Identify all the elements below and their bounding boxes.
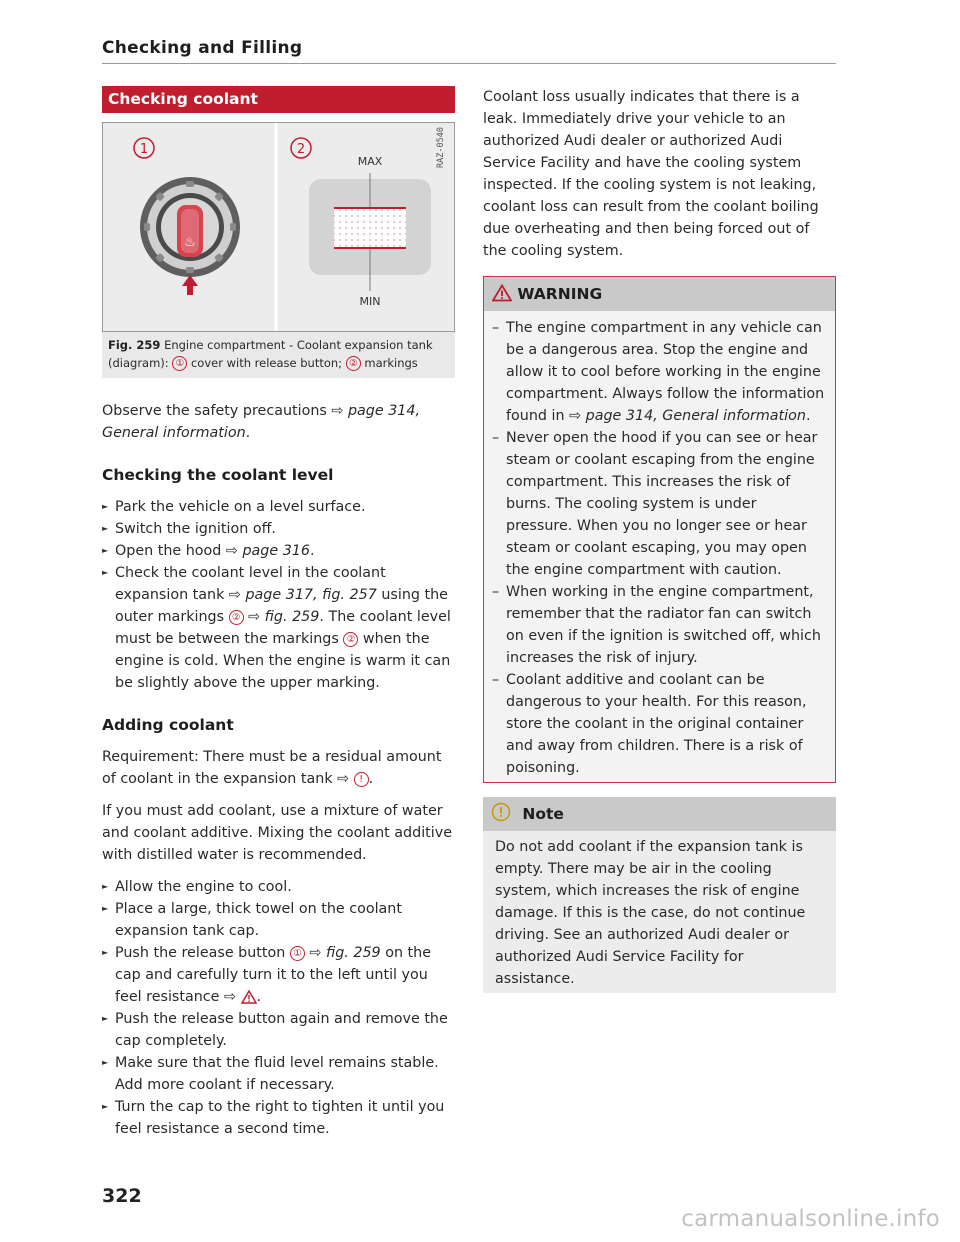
figure-caption-text: Engine compartment - Coolant expansion tank (diagram):: [108, 338, 433, 370]
figure-caption-label: Fig. 259: [108, 338, 161, 352]
step-text: Push the release button: [115, 945, 286, 961]
adding-title: Adding coolant: [102, 716, 234, 734]
coolant-loss-paragraph: Coolant loss usually indicates that there is a leak. Immediately drive your vehicle to an authorized Audi dealer or authorized Audi Service Facility and have the cooling system inspected. If the cooling system is not leaking, coolant loss can result from the coolant boiling due overheating and then being forced out of the cooling system.: [483, 89, 819, 259]
callout-2-inline-icon: ②: [229, 610, 244, 625]
figure-caption: [102, 332, 455, 378]
step-text: ⇨: [304, 945, 322, 961]
note-title: Note: [522, 805, 564, 823]
step-end: .: [256, 989, 262, 1005]
callout-2-inline-icon: ②: [346, 356, 361, 371]
note-header: [483, 797, 836, 831]
list-item: [492, 317, 827, 427]
note-ref-icon[interactable]: !: [354, 772, 369, 787]
warning-hot-symbol: ♨: [184, 235, 196, 250]
intro-end: .: [245, 425, 251, 441]
callout-1-number: 1: [139, 142, 149, 157]
figure-caption-item1: cover with release button;: [190, 356, 343, 370]
callout-1-inline-icon: ①: [172, 356, 187, 371]
figure-caption-item2: markings: [364, 356, 418, 370]
push-arrow-icon: [182, 275, 198, 295]
callout-2-number: 2: [296, 142, 306, 157]
warning-title: WARNING: [517, 285, 603, 303]
step-link[interactable]: fig. 259: [264, 609, 320, 625]
intro-text: Observe the safety precautions ⇨: [102, 403, 344, 419]
warning-ref-icon[interactable]: [241, 990, 257, 1004]
figure-coolant-tank: [102, 122, 455, 332]
note-exclamation-icon: [491, 802, 511, 822]
min-label: MIN: [359, 295, 381, 308]
watermark: carmanualsonline.info: [681, 1206, 940, 1232]
callout-1-inline-icon: ①: [290, 946, 305, 961]
intro-link[interactable]: page 314, General information: [102, 403, 421, 441]
step-link[interactable]: page 317, fig. 257: [245, 587, 377, 603]
checking-title: Checking the coolant level: [102, 466, 334, 484]
warning-body: [484, 311, 835, 782]
step-link[interactable]: fig. 259: [325, 945, 381, 961]
note-box: [483, 797, 836, 993]
warning-text: The engine compartment in any vehicle can be a dangerous area. Stop the engine and allow it to cool before working in the engine compartment. Always follow the information found in ⇨: [506, 320, 825, 424]
section-title: Checking coolant: [102, 86, 455, 113]
step-text: . The coolant level must be between the markings: [115, 609, 451, 647]
warning-header: [484, 277, 835, 311]
list-item: ► Push the release button again and remove the cap completely.: [102, 1008, 455, 1052]
warning-triangle-icon: [492, 284, 512, 302]
step-text: Open the hood ⇨: [115, 543, 238, 559]
page-header-title: Checking and Filling: [102, 38, 303, 58]
list-item: ► Place a large, thick towel on the coolant expansion tank cap.: [102, 898, 455, 942]
list-item: ► Make sure that the fluid level remains stable. Add more coolant if necessary.: [102, 1052, 455, 1096]
note-body: Do not add coolant if the expansion tank is empty. There may be air in the cooling system, which increases the risk of engine damage. If this is the case, do not continue driving. See an authorized Audi dealer or authorized Audi Service Facility for assistance.: [483, 831, 836, 993]
list-item: [102, 540, 455, 562]
list-item: – When working in the engine compartment, remember that the radiator fan can switch on even if the ignition is switched off, which increases the risk of injury.: [492, 581, 827, 669]
right-column: [483, 86, 836, 993]
step-text: on the cap and carefully turn it to the left until you feel resistance ⇨: [115, 945, 432, 1005]
intro-paragraph: [102, 400, 455, 444]
callout-2-inline-icon: ②: [343, 632, 358, 647]
list-item: – Never open the hood if you can see or hear steam or coolant escaping from the engine compartment. This increases the risk of burns. The cooling system is under pressure. When you no longer see or hear steam or coolant escaping, you may open the engine compartment with caution.: [492, 427, 827, 581]
step-text: Check the coolant level in the coolant expansion tank ⇨: [115, 565, 386, 603]
list-item: [102, 942, 455, 1008]
step-end: .: [310, 543, 315, 559]
list-item: ► Allow the engine to cool.: [102, 876, 455, 898]
page-number: 322: [102, 1185, 142, 1207]
warning-box: [483, 276, 836, 783]
tank-level-fill: [334, 207, 406, 249]
requirement-end: .: [368, 771, 374, 787]
mixture-paragraph: If you must add coolant, use a mixture of water and coolant additive. Mixing the coolant additive with distilled water is recommended.: [102, 803, 452, 863]
coolant-tank-diagram: [103, 123, 454, 331]
step-link[interactable]: page 316: [242, 543, 310, 559]
list-item: – Coolant additive and coolant can be dangerous to your health. For this reason, store the coolant in the original container and away from children. There is a risk of poisoning.: [492, 669, 827, 779]
requirement-paragraph: [102, 746, 455, 790]
step-text: ⇨: [243, 609, 261, 625]
list-item: ► Turn the cap to the right to tighten it until you feel resistance a second time.: [102, 1096, 455, 1140]
figure-code: RAZ-0540: [436, 127, 446, 168]
warning-link[interactable]: page 314, General information: [585, 408, 806, 424]
step-text: using the outer markings: [115, 587, 448, 625]
header-divider: [102, 63, 836, 64]
requirement-text: Requirement: There must be a residual amount of coolant in the expansion tank ⇨: [102, 749, 442, 787]
step-text: when the engine is cold. When the engine is warm it can be slightly above the upper marking.: [115, 631, 451, 691]
list-item: ► Switch the ignition off.: [102, 518, 455, 540]
warning-end: .: [805, 408, 811, 424]
list-item: ► Park the vehicle on a level surface.: [102, 496, 455, 518]
left-column: [102, 86, 455, 1140]
list-item: [102, 562, 455, 694]
max-label: MAX: [357, 155, 383, 168]
